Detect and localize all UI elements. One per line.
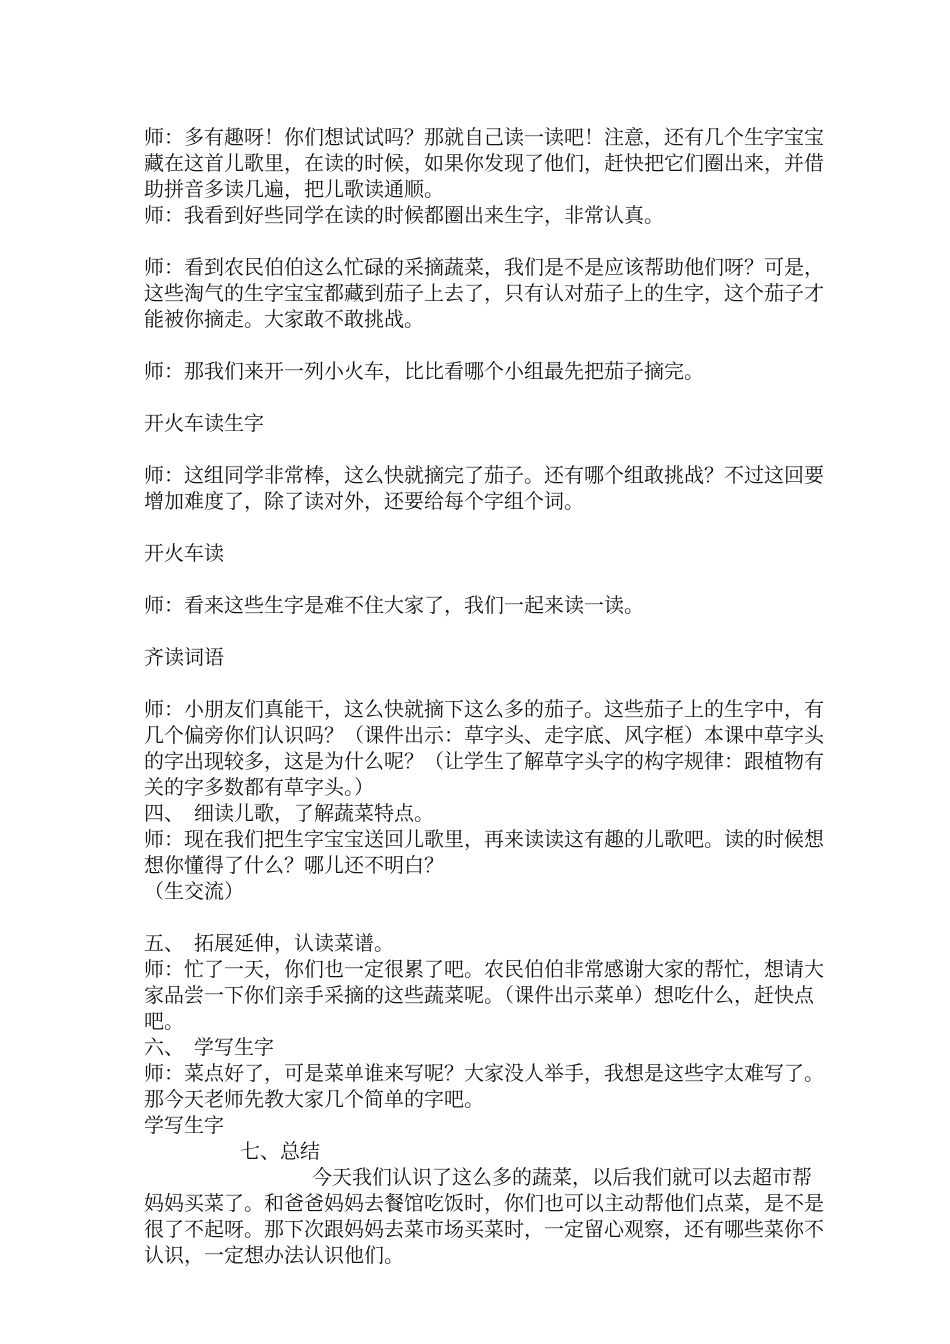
- blank-line: [144, 384, 824, 410]
- blank-line: [144, 332, 824, 358]
- paragraph-train-read-characters: 开火车读生字: [144, 411, 264, 435]
- paragraph-teacher-radicals: 师：小朋友们真能干，这么快就摘下这么多的茄子。这些茄子上的生字中，有几个偏旁你们认识吗？（课件出示：草字头、走字底、风字框）本课中草字头的字出现较多，这是为什么呢？（让学生了解草字头字的构字规律：跟植物有关的字多数都有草字头。）: [144, 697, 824, 799]
- blank-line: [144, 514, 824, 540]
- blank-line: [144, 228, 824, 254]
- paragraph-teacher-add-difficulty: 师：这组同学非常棒，这么快就摘完了茄子。还有哪个组敢挑战？不过这回要增加难度了，除了读对外，还要给每个字组个词。: [144, 463, 824, 513]
- section-heading-6: 六、 学写生字: [144, 1035, 274, 1059]
- paragraph-teacher-read-together: 师：看来这些生字是难不住大家了，我们一起来读一读。: [144, 593, 644, 617]
- paragraph-train-read: 开火车读: [144, 541, 224, 565]
- paragraph-learn-writing: 学写生字: [144, 1113, 224, 1137]
- blank-line: [144, 904, 824, 930]
- paragraph-teacher-menu: 师：忙了一天，你们也一定很累了吧。农民伯伯非常感谢大家的帮忙，想请大家品尝一下你们亲手采摘的这些蔬菜呢。（课件出示菜单）想吃什么，赶快点吧。: [144, 957, 824, 1033]
- paragraph-teacher-try-reading: 师：多有趣呀！你们想试试吗？那就自己读一读吧！注意，还有几个生字宝宝藏在这首儿歌里，在读的时候，如果你发现了他们，赶快把它们圈出来，并借助拼音多读几遍，把儿歌读通顺。: [144, 125, 824, 201]
- blank-line: [144, 670, 824, 696]
- document-body: [144, 124, 824, 1268]
- paragraph-teacher-train: 师：那我们来开一列小火车，比比看哪个小组最先把茄子摘完。: [144, 359, 704, 383]
- paragraph-teacher-eggplant-challenge: 师：看到农民伯伯这么忙碌的采摘蔬菜，我们是不是应该帮助他们呀？可是，这些淘气的生字宝宝都藏到茄子上去了，只有认对茄子上的生字，这个茄子才能被你摘走。大家敢不敢挑战。: [144, 255, 824, 331]
- blank-line: [144, 566, 824, 592]
- section-heading-7: 七、总结: [240, 1139, 320, 1163]
- paragraph-student-discussion: （生交流）: [144, 879, 244, 903]
- paragraph-read-words: 齐读词语: [144, 645, 224, 669]
- paragraph-summary: 今天我们认识了这么多的蔬菜，以后我们就可以去超市帮妈妈买菜了。和爸爸妈妈去餐馆吃饭时，你们也可以主动帮他们点菜，是不是很了不起呀。那下次跟妈妈去菜市场买菜时，一定留心观察，还有哪些菜你不认识，一定想办法认识他们。: [144, 1165, 824, 1267]
- paragraph-teacher-return-characters: 师：现在我们把生字宝宝送回儿歌里，再来读读这有趣的儿歌吧。读的时候想想你懂得了什么？哪儿还不明白？: [144, 827, 824, 877]
- section-heading-4: 四、 细读儿歌，了解蔬菜特点。: [144, 801, 434, 825]
- blank-line: [144, 436, 824, 462]
- paragraph-teacher-write-menu: 师：菜点好了，可是菜单谁来写呢？大家没人举手，我想是这些字太难写了。那今天老师先教大家几个简单的字吧。: [144, 1061, 824, 1111]
- blank-line: [144, 618, 824, 644]
- section-heading-5: 五、 拓展延伸，认读菜谱。: [144, 931, 394, 955]
- paragraph-teacher-praise: 师：我看到好些同学在读的时候都圈出来生字，非常认真。: [144, 203, 664, 227]
